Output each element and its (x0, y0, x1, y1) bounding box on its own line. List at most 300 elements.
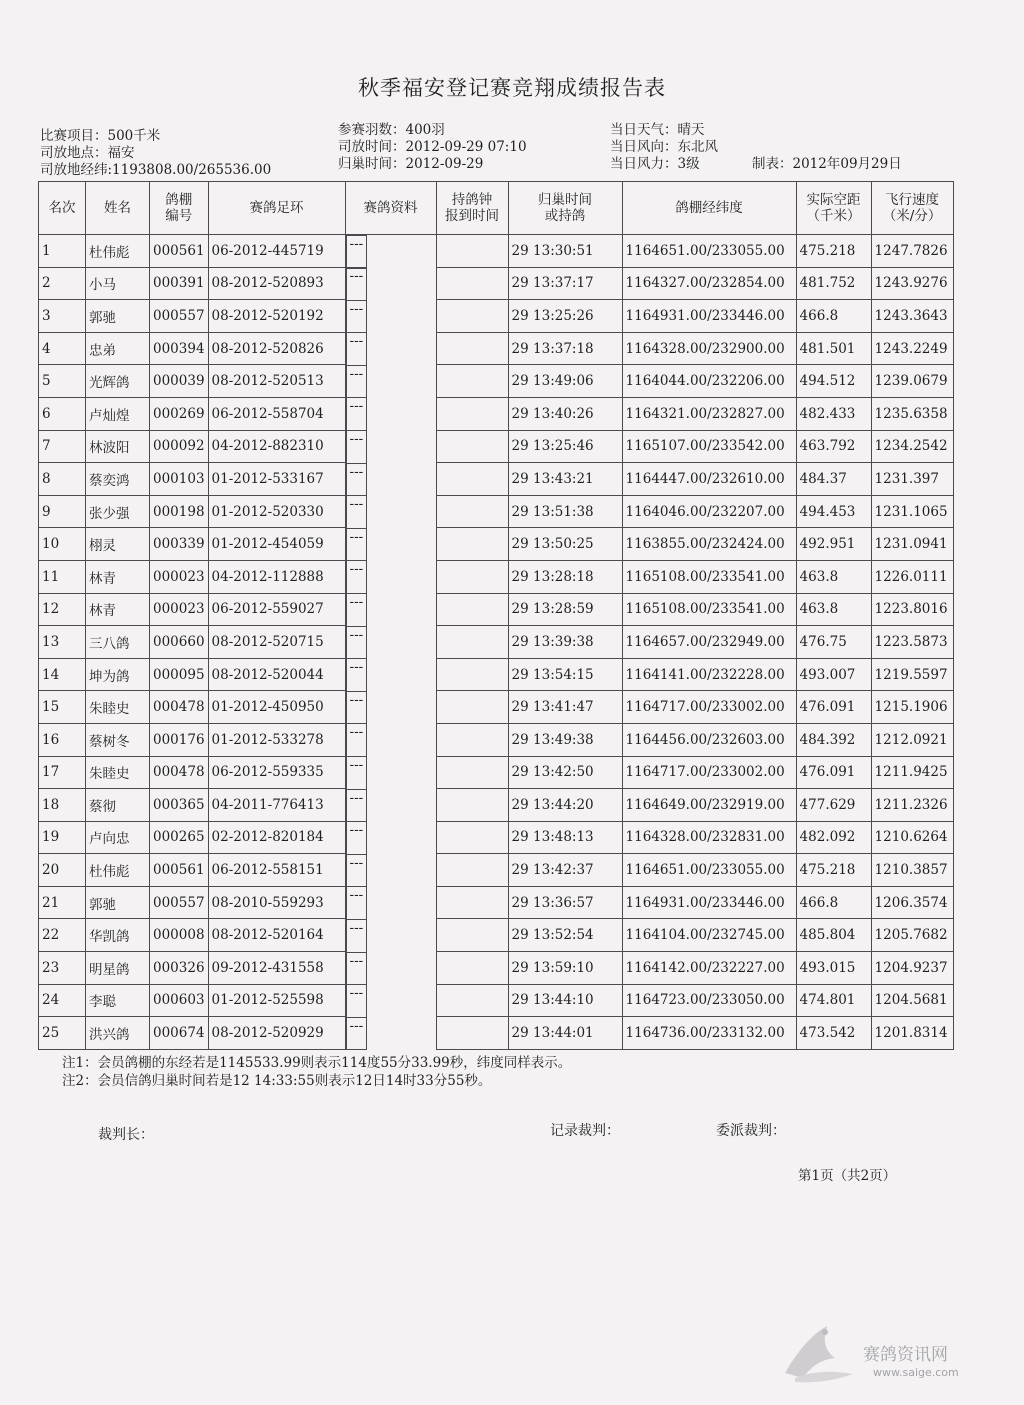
cell-info: --- (346, 495, 368, 529)
cell-time: 29 13:50:25 (508, 528, 622, 561)
cell-clock (436, 528, 508, 561)
cell-time: 29 13:28:59 (508, 593, 622, 626)
cell-loft: 000391 (150, 267, 209, 300)
cell-name: 蔡树冬 (86, 723, 150, 756)
cell-clock (436, 463, 508, 496)
header-loft-number: 鸽棚 编号 (150, 182, 209, 235)
cell-info: --- (346, 365, 368, 399)
cell-coords: 1164327.00/232854.00 (622, 267, 796, 300)
cell-info: --- (346, 919, 368, 953)
table-row (39, 528, 954, 561)
cell-distance: 463.792 (796, 430, 871, 463)
cell-clock (436, 854, 508, 887)
cell-coords: 1164328.00/232831.00 (622, 821, 796, 854)
cell-time: 29 13:52:54 (508, 919, 622, 952)
cell-distance: 463.8 (796, 560, 871, 593)
cell-clock (436, 397, 508, 430)
cell-loft: 000557 (150, 886, 209, 919)
cell-distance: 474.801 (796, 984, 871, 1017)
cell-distance: 476.75 (796, 626, 871, 659)
cell-loft: 000198 (150, 495, 209, 528)
cell-ring: 04-2011-776413 (208, 789, 345, 822)
cell-coords: 1163855.00/232424.00 (622, 528, 796, 561)
cell-ring: 06-2012-558151 (208, 854, 345, 887)
cell-rank: 5 (39, 365, 86, 398)
cell-clock (436, 821, 508, 854)
cell-name: 坤为鸽 (86, 658, 150, 691)
cell-speed: 1201.8314 (871, 1017, 953, 1050)
cell-loft: 000478 (150, 691, 209, 724)
cell-info: --- (346, 691, 368, 725)
cell-speed: 1223.8016 (871, 593, 953, 626)
cell-name: 朱睦史 (86, 691, 150, 724)
race-info-right (610, 122, 718, 173)
table-row (39, 952, 954, 985)
cell-loft: 000265 (150, 821, 209, 854)
table-row (39, 560, 954, 593)
cell-coords: 1164931.00/233446.00 (622, 300, 796, 333)
cell-name: 李聪 (86, 984, 150, 1017)
cell-name: 卢灿煌 (86, 397, 150, 430)
table-row (39, 984, 954, 1017)
cell-rank: 22 (39, 919, 86, 952)
cell-speed: 1212.0921 (871, 723, 953, 756)
cell-clock (436, 332, 508, 365)
cell-clock (436, 430, 508, 463)
cell-ring: 08-2010-559293 (208, 886, 345, 919)
table-row (39, 756, 954, 789)
report-title: 秋季福安登记赛竞翔成绩报告表 (358, 76, 666, 100)
header-distance: 实际空距 （千米） (796, 182, 871, 235)
cell-speed: 1204.5681 (871, 984, 953, 1017)
cell-loft: 000008 (150, 919, 209, 952)
cell-clock (436, 1017, 508, 1050)
cell-rank: 7 (39, 430, 86, 463)
release-coords: 司放地经纬:1193808.00/265536.00 (40, 162, 272, 178)
cell-name: 洪兴鸽 (86, 1017, 150, 1050)
cell-rank: 12 (39, 593, 86, 626)
cell-time: 29 13:25:46 (508, 430, 622, 463)
cell-info: --- (346, 756, 368, 790)
cell-info: --- (346, 723, 368, 757)
cell-speed: 1243.9276 (871, 267, 953, 300)
cell-distance: 484.392 (796, 723, 871, 756)
header-arrival-time: 归巢时间 或持鸽 (508, 182, 622, 235)
cell-loft: 000603 (150, 984, 209, 1017)
cell-coords: 1164456.00/232603.00 (622, 723, 796, 756)
cell-loft: 000674 (150, 1017, 209, 1050)
cell-ring: 01-2012-533167 (208, 463, 345, 496)
cell-distance: 463.8 (796, 593, 871, 626)
cell-name: 林波阳 (86, 430, 150, 463)
cell-speed: 1210.3857 (871, 854, 953, 887)
cell-clock (436, 235, 508, 268)
cell-loft: 000269 (150, 397, 209, 430)
cell-distance: 473.542 (796, 1017, 871, 1050)
table-row (39, 723, 954, 756)
results-body (39, 235, 954, 1050)
table-row (39, 854, 954, 887)
cell-ring: 02-2012-820184 (208, 821, 345, 854)
cell-distance: 466.8 (796, 886, 871, 919)
cell-info: --- (346, 463, 368, 497)
header-clock-time: 持鸽钟 报到时间 (436, 182, 508, 235)
cell-coords: 1164142.00/232227.00 (622, 952, 796, 985)
cell-distance: 494.453 (796, 495, 871, 528)
cell-speed: 1247.7826 (871, 235, 953, 268)
cell-distance: 475.218 (796, 235, 871, 268)
cell-distance: 476.091 (796, 756, 871, 789)
cell-time: 29 13:48:13 (508, 821, 622, 854)
cell-ring: 08-2012-520715 (208, 626, 345, 659)
cell-name: 杜伟彪 (86, 235, 150, 268)
cell-rank: 10 (39, 528, 86, 561)
cell-distance: 485.804 (796, 919, 871, 952)
cell-name: 杜伟彪 (86, 854, 150, 887)
cell-speed: 1234.2542 (871, 430, 953, 463)
cell-time: 29 13:59:10 (508, 952, 622, 985)
cell-speed: 1243.3643 (871, 300, 953, 333)
cell-rank: 15 (39, 691, 86, 724)
cell-ring: 01-2012-450950 (208, 691, 345, 724)
cell-ring: 01-2012-454059 (208, 528, 345, 561)
cell-clock (436, 952, 508, 985)
cell-time: 29 13:44:10 (508, 984, 622, 1017)
weather: 当日天气：晴天 (610, 122, 705, 138)
cell-info: --- (346, 789, 368, 823)
table-row (39, 463, 954, 496)
cell-rank: 2 (39, 267, 86, 300)
cell-name: 张少强 (86, 495, 150, 528)
cell-distance: 477.629 (796, 789, 871, 822)
cell-clock (436, 984, 508, 1017)
cell-info: --- (346, 626, 368, 660)
cell-name: 明星鸽 (86, 952, 150, 985)
cell-distance: 481.752 (796, 267, 871, 300)
cell-name: 光辉鸽 (86, 365, 150, 398)
cell-info: --- (346, 267, 368, 301)
cell-time: 29 13:51:38 (508, 495, 622, 528)
cell-loft: 000561 (150, 854, 209, 887)
cell-speed: 1204.9237 (871, 952, 953, 985)
results-table (38, 181, 954, 1050)
cell-coords: 1164141.00/232228.00 (622, 658, 796, 691)
header-pigeon-info: 赛鸽资料 (345, 182, 436, 235)
cell-time: 29 13:44:20 (508, 789, 622, 822)
table-row (39, 691, 954, 724)
release-time: 司放时间：2012-09-29 07:10 (338, 139, 527, 155)
cell-time: 29 13:49:38 (508, 723, 622, 756)
cell-clock (436, 658, 508, 691)
cell-clock (436, 495, 508, 528)
cell-rank: 21 (39, 886, 86, 919)
cell-ring: 09-2012-431558 (208, 952, 345, 985)
table-row (39, 397, 954, 430)
cell-coords: 1164931.00/233446.00 (622, 886, 796, 919)
entry-count: 参赛羽数：400羽 (338, 122, 445, 138)
cell-loft: 000023 (150, 560, 209, 593)
cell-speed: 1231.1065 (871, 495, 953, 528)
cell-name: 华凯鸽 (86, 919, 150, 952)
cell-clock (436, 626, 508, 659)
cell-loft: 000561 (150, 235, 209, 268)
cell-rank: 11 (39, 560, 86, 593)
cell-speed: 1231.397 (871, 463, 953, 496)
cell-coords: 1165108.00/233541.00 (622, 593, 796, 626)
cell-info: --- (346, 984, 368, 1018)
cell-time: 29 13:43:21 (508, 463, 622, 496)
cell-clock (436, 723, 508, 756)
cell-ring: 08-2012-520164 (208, 919, 345, 952)
cell-distance: 492.951 (796, 528, 871, 561)
table-row (39, 430, 954, 463)
cell-loft: 000478 (150, 756, 209, 789)
cell-name: 林青 (86, 593, 150, 626)
watermark-url: www.saige.com (873, 1366, 959, 1379)
table-row (39, 300, 954, 333)
cell-loft: 000176 (150, 723, 209, 756)
cell-ring: 08-2012-520044 (208, 658, 345, 691)
cell-ring: 08-2012-520893 (208, 267, 345, 300)
cell-coords: 1164651.00/233055.00 (622, 854, 796, 887)
table-row (39, 886, 954, 919)
cell-loft: 000023 (150, 593, 209, 626)
cell-ring: 06-2012-558704 (208, 397, 345, 430)
cell-coords: 1165107.00/233542.00 (622, 430, 796, 463)
notes (62, 1054, 571, 1090)
cell-name: 栩灵 (86, 528, 150, 561)
cell-clock (436, 691, 508, 724)
cell-info: --- (346, 235, 368, 269)
cell-speed: 1215.1906 (871, 691, 953, 724)
cell-coords: 1165108.00/233541.00 (622, 560, 796, 593)
cell-time: 29 13:30:51 (508, 235, 622, 268)
cell-coords: 1164044.00/232206.00 (622, 365, 796, 398)
cell-time: 29 13:36:57 (508, 886, 622, 919)
cell-name: 忠弟 (86, 332, 150, 365)
cell-clock (436, 886, 508, 919)
cell-ring: 08-2012-520513 (208, 365, 345, 398)
note-1: 注1：会员鸽棚的东经若是1145533.99则表示114度55分33.99秒，纬度同样表示。 (62, 1055, 572, 1071)
table-row (39, 789, 954, 822)
cell-rank: 3 (39, 300, 86, 333)
race-info-left (40, 128, 271, 179)
wind-direction: 当日风向：东北风 (610, 139, 718, 155)
cell-rank: 17 (39, 756, 86, 789)
cell-loft: 000095 (150, 658, 209, 691)
cell-rank: 24 (39, 984, 86, 1017)
cell-info: --- (346, 560, 368, 594)
cell-distance: 493.015 (796, 952, 871, 985)
cell-rank: 13 (39, 626, 86, 659)
cell-rank: 19 (39, 821, 86, 854)
table-row (39, 593, 954, 626)
cell-name: 朱睦史 (86, 756, 150, 789)
cell-time: 29 13:42:37 (508, 854, 622, 887)
cell-distance: 493.007 (796, 658, 871, 691)
cell-info: --- (346, 397, 368, 431)
cell-time: 29 13:37:18 (508, 332, 622, 365)
cell-coords: 1164717.00/233002.00 (622, 691, 796, 724)
cell-ring: 08-2012-520192 (208, 300, 345, 333)
header-name: 姓名 (86, 182, 150, 235)
cell-ring: 06-2012-559335 (208, 756, 345, 789)
cell-distance: 482.092 (796, 821, 871, 854)
cell-speed: 1205.7682 (871, 919, 953, 952)
cell-distance: 481.501 (796, 332, 871, 365)
cell-rank: 18 (39, 789, 86, 822)
cell-coords: 1164328.00/232900.00 (622, 332, 796, 365)
cell-name: 小马 (86, 267, 150, 300)
cell-info: --- (346, 854, 368, 888)
cell-loft: 000326 (150, 952, 209, 985)
cell-distance: 476.091 (796, 691, 871, 724)
cell-coords: 1164657.00/232949.00 (622, 626, 796, 659)
cell-ring: 04-2012-882310 (208, 430, 345, 463)
cell-loft: 000557 (150, 300, 209, 333)
cell-coords: 1164723.00/233050.00 (622, 984, 796, 1017)
cell-loft: 000660 (150, 626, 209, 659)
chief-referee-label: 裁判长： (98, 1127, 154, 1143)
cell-speed: 1243.2249 (871, 332, 953, 365)
cell-distance: 466.8 (796, 300, 871, 333)
cell-loft: 000339 (150, 528, 209, 561)
return-time: 归巢时间：2012-09-29 (338, 156, 484, 172)
table-row (39, 365, 954, 398)
cell-info: --- (346, 1017, 368, 1051)
cell-ring: 04-2012-112888 (208, 560, 345, 593)
cell-rank: 6 (39, 397, 86, 430)
table-row (39, 658, 954, 691)
made-by-date: 制表：2012年09月29日 (752, 156, 902, 172)
cell-ring: 01-2012-520330 (208, 495, 345, 528)
cell-rank: 14 (39, 658, 86, 691)
table-row (39, 821, 954, 854)
cell-ring: 06-2012-559027 (208, 593, 345, 626)
cell-name: 卢向忠 (86, 821, 150, 854)
cell-name: 蔡彻 (86, 789, 150, 822)
cell-time: 29 13:37:17 (508, 267, 622, 300)
page-number: 第1页（共2页） (798, 1168, 897, 1184)
cell-name: 郭驰 (86, 886, 150, 919)
cell-loft: 000092 (150, 430, 209, 463)
cell-coords: 1164447.00/232610.00 (622, 463, 796, 496)
cell-ring: 06-2012-445719 (208, 235, 345, 268)
cell-speed: 1239.0679 (871, 365, 953, 398)
cell-coords: 1164321.00/232827.00 (622, 397, 796, 430)
cell-coords: 1164649.00/232919.00 (622, 789, 796, 822)
pigeon-logo-icon (765, 1318, 865, 1390)
header-ring: 赛鸽足环 (208, 182, 345, 235)
cell-ring: 01-2012-525598 (208, 984, 345, 1017)
release-place: 司放地点：福安 (40, 145, 135, 161)
race-item: 比赛项目：500千米 (40, 128, 161, 144)
cell-time: 29 13:39:38 (508, 626, 622, 659)
cell-time: 29 13:40:26 (508, 397, 622, 430)
table-row (39, 332, 954, 365)
cell-rank: 8 (39, 463, 86, 496)
cell-clock (436, 756, 508, 789)
cell-time: 29 13:49:06 (508, 365, 622, 398)
cell-speed: 1219.5597 (871, 658, 953, 691)
cell-name: 林青 (86, 560, 150, 593)
cell-clock (436, 789, 508, 822)
cell-info: --- (346, 658, 368, 692)
cell-info: --- (346, 332, 368, 366)
wind-force: 当日风力：3级 (610, 156, 700, 172)
table-row (39, 626, 954, 659)
table-row (39, 235, 954, 268)
cell-info: --- (346, 300, 368, 334)
cell-loft: 000365 (150, 789, 209, 822)
table-header-row (39, 182, 954, 235)
cell-speed: 1211.2326 (871, 789, 953, 822)
cell-distance: 475.218 (796, 854, 871, 887)
assigned-referee-label: 委派裁判： (716, 1123, 786, 1139)
header-speed: 飞行速度 （米/分） (871, 182, 953, 235)
cell-info: --- (346, 528, 368, 562)
header-loft-coords: 鸽棚经纬度 (622, 182, 796, 235)
table-row (39, 919, 954, 952)
cell-speed: 1231.0941 (871, 528, 953, 561)
cell-info: --- (346, 952, 368, 986)
cell-rank: 1 (39, 235, 86, 268)
cell-rank: 20 (39, 854, 86, 887)
table-row (39, 267, 954, 300)
cell-rank: 23 (39, 952, 86, 985)
cell-clock (436, 300, 508, 333)
cell-distance: 494.512 (796, 365, 871, 398)
cell-rank: 16 (39, 723, 86, 756)
cell-loft: 000103 (150, 463, 209, 496)
table-row (39, 495, 954, 528)
cell-speed: 1223.5873 (871, 626, 953, 659)
cell-time: 29 13:42:50 (508, 756, 622, 789)
cell-info: --- (346, 886, 368, 920)
cell-distance: 482.433 (796, 397, 871, 430)
cell-name: 郭驰 (86, 300, 150, 333)
cell-rank: 25 (39, 1017, 86, 1050)
cell-time: 29 13:25:26 (508, 300, 622, 333)
cell-coords: 1164104.00/232745.00 (622, 919, 796, 952)
watermark (765, 1318, 1015, 1390)
cell-time: 29 13:44:01 (508, 1017, 622, 1050)
cell-info: --- (346, 821, 368, 855)
cell-clock (436, 365, 508, 398)
table-row (39, 1017, 954, 1050)
cell-info: --- (346, 430, 368, 464)
cell-ring: 01-2012-533278 (208, 723, 345, 756)
cell-ring: 08-2012-520826 (208, 332, 345, 365)
watermark-text: 赛鸽资讯网 (863, 1345, 948, 1365)
cell-rank: 9 (39, 495, 86, 528)
note-2: 注2：会员信鸽归巢时间若是12 14:33:55则表示12日14时33分55秒。 (62, 1073, 492, 1089)
cell-speed: 1235.6358 (871, 397, 953, 430)
header-rank: 名次 (39, 182, 86, 235)
cell-distance: 484.37 (796, 463, 871, 496)
cell-speed: 1226.0111 (871, 560, 953, 593)
cell-time: 29 13:41:47 (508, 691, 622, 724)
cell-coords: 1164736.00/233132.00 (622, 1017, 796, 1050)
cell-coords: 1164651.00/233055.00 (622, 235, 796, 268)
cell-ring: 08-2012-520929 (208, 1017, 345, 1050)
race-info-middle (338, 122, 527, 173)
cell-speed: 1211.9425 (871, 756, 953, 789)
cell-name: 蔡奕鸿 (86, 463, 150, 496)
cell-time: 29 13:28:18 (508, 560, 622, 593)
cell-coords: 1164046.00/232207.00 (622, 495, 796, 528)
cell-clock (436, 593, 508, 626)
